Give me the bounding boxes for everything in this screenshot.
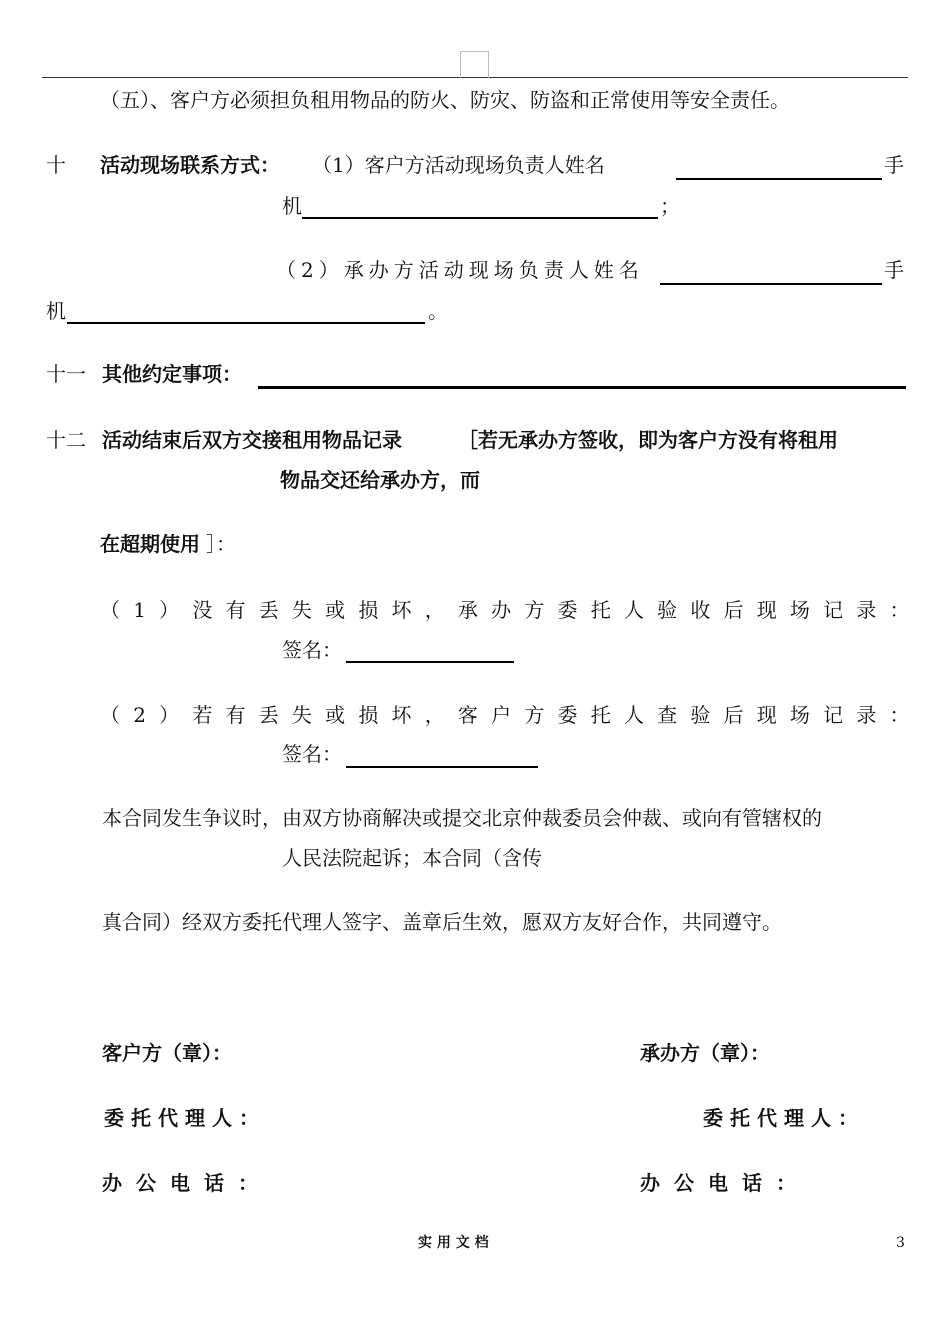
section-12-note-a: ［若无承办方签收，即为客户方没有将租用 [458, 428, 838, 452]
record-item-1: （1）没有丢失或损坏，承办方委托人验收后现场记录： [100, 598, 923, 622]
client-phone-label: 办公电话： [102, 1171, 272, 1195]
dispute-line-1: 本合同发生争议时，由双方协商解决或提交北京仲裁委员会仲裁、或向有管辖权的 [102, 806, 822, 830]
dispute-line-2: 人民法院起诉；本合同（含传 [282, 846, 542, 870]
signature-field-1[interactable] [346, 661, 514, 663]
host-phone-field[interactable] [67, 322, 425, 324]
host-seal-label: 承办方（章）： [640, 1041, 770, 1065]
section-12-note-c-wrap [100, 534, 236, 554]
host-phone-label-part2: 机 [46, 299, 66, 323]
phone-label-part1: 手 [884, 153, 904, 177]
dispute-line-3: 真合同）经双方委托代理人签字、盖章后生效，愿双方友好合作，共同遵守。 [102, 910, 782, 934]
host-agent-label: 委托代理人： [703, 1106, 865, 1130]
client-name-field[interactable] [676, 178, 882, 180]
section-11-number: 十一 [46, 362, 86, 386]
section-10-number: 十 [46, 153, 66, 177]
signature-field-2[interactable] [346, 766, 538, 768]
sign-label-1: 签名： [282, 638, 342, 662]
semicolon: ； [660, 194, 680, 218]
other-terms-field[interactable] [258, 386, 906, 389]
client-contact-label: （1）客户方活动现场负责人姓名 [312, 153, 605, 177]
section-12-title: 活动结束后双方交接租用物品记录 [102, 428, 402, 452]
section-11-title: 其他约定事项： [102, 362, 242, 386]
client-phone-field[interactable] [302, 217, 658, 219]
section-12-note-c: 在超期使用 [100, 532, 200, 556]
host-phone-label: 办公电话： [640, 1171, 810, 1195]
record-item-2: （2）若有丢失或损坏，客户方委托人查验后现场记录： [100, 703, 923, 727]
section-10-title: 活动现场联系方式： [100, 153, 280, 177]
client-seal-label: 客户方（章）： [102, 1041, 232, 1065]
phone-label-part2: 机 [282, 194, 302, 218]
host-phone-label-part1: 手 [884, 258, 904, 282]
sign-label-2: 签名： [282, 742, 342, 766]
section-12-note-b: 物品交还给承办方，而 [280, 468, 480, 492]
section-12-note-end: ］： [206, 532, 236, 556]
client-agent-label: 委托代理人： [104, 1106, 266, 1130]
page-number: 3 [896, 1235, 905, 1251]
header-box [460, 51, 489, 78]
section-12-number: 十二 [46, 428, 86, 452]
host-contact-label: （2）承办方活动现场负责人姓名 [276, 258, 644, 282]
host-name-field[interactable] [660, 283, 882, 285]
footer-center: 实 用 文 档 [418, 1235, 489, 1251]
period: 。 [428, 299, 448, 323]
item-five: （五）、客户方必须担负租用物品的防火、防灾、防盗和正常使用等安全责任。 [100, 88, 790, 112]
